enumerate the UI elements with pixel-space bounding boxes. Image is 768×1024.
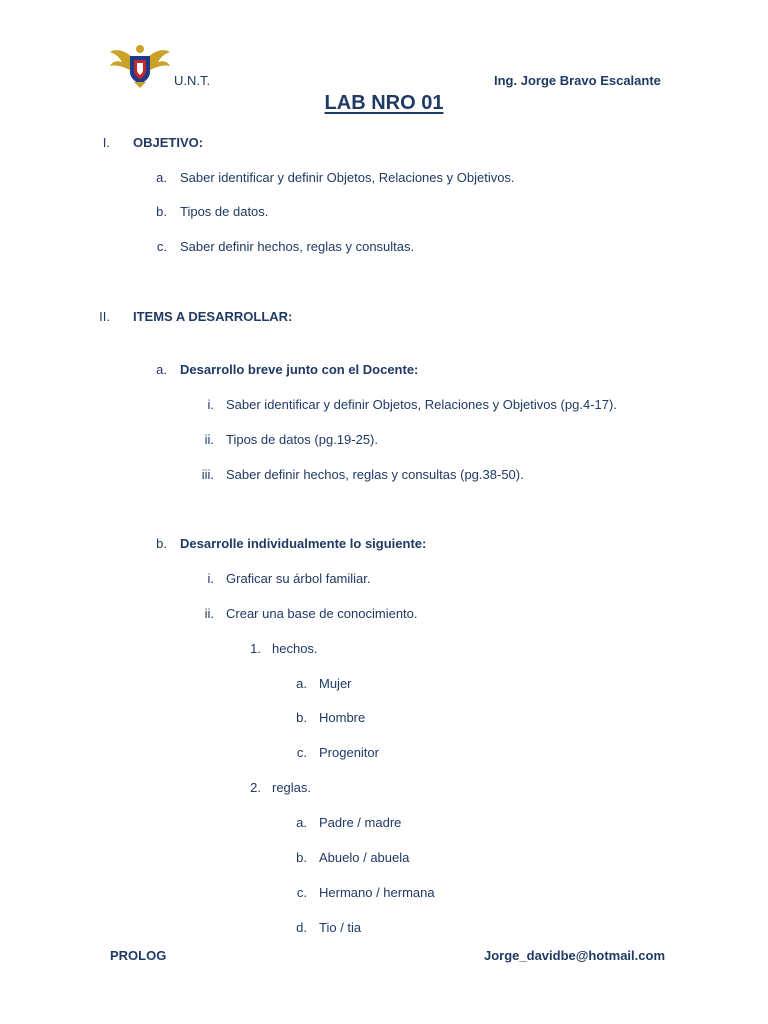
list-item-marker: i.: [207, 397, 214, 412]
author-name: Ing. Jorge Bravo Escalante: [494, 73, 661, 88]
footer-left: PROLOG: [110, 948, 167, 963]
list-item-marker: d.: [296, 920, 307, 935]
section-2-heading: ITEMS A DESARROLLAR:: [133, 309, 293, 324]
list-item: Abuelo / abuela: [319, 850, 410, 865]
kb-heading-hechos: hechos.: [272, 641, 318, 656]
list-item-marker: b.: [296, 850, 307, 865]
list-item: Saber definir hechos, reglas y consultas (pg.38-50).: [226, 467, 524, 482]
university-name: U.N.T.: [174, 73, 211, 88]
list-item-marker: c.: [156, 239, 167, 254]
list-item-marker: a.: [296, 676, 307, 691]
list-item-marker: a.: [156, 170, 167, 185]
list-item: Tio / tia: [319, 920, 362, 935]
part-a-heading: Desarrollo breve junto con el Docente:: [180, 362, 419, 377]
list-item-marker: c.: [296, 885, 307, 900]
section-1-heading: OBJETIVO:: [133, 135, 204, 150]
list-item: Crear una base de conocimiento.: [226, 606, 418, 621]
kb-marker: 1.: [250, 641, 261, 656]
university-logo: [108, 42, 172, 88]
footer-email: Jorge_davidbe@hotmail.com: [484, 948, 665, 963]
kb-marker: 2.: [250, 780, 261, 795]
list-item-marker: ii.: [204, 606, 214, 621]
list-item: Hermano / hermana: [319, 885, 435, 900]
section-2-number: II.: [99, 309, 110, 324]
part-a-marker: a.: [156, 362, 167, 377]
part-b-marker: b.: [156, 536, 167, 551]
list-item: Saber identificar y definir Objetos, Relaciones y Objetivos (pg.4-17).: [226, 397, 617, 412]
list-item: Saber identificar y definir Objetos, Relaciones y Objetivos.: [180, 170, 515, 185]
section-1-number: I.: [102, 135, 110, 150]
list-item-marker: iii.: [201, 467, 214, 482]
part-b-heading: Desarrolle individualmente lo siguiente:: [180, 536, 427, 551]
list-item: Saber definir hechos, reglas y consultas.: [180, 239, 415, 254]
list-item: Graficar su árbol familiar.: [226, 571, 371, 586]
list-item-marker: b.: [296, 710, 307, 725]
list-item: Tipos de datos.: [180, 204, 269, 219]
page-title: LAB NRO 01: [324, 92, 444, 114]
kb-heading-reglas: reglas.: [272, 780, 312, 795]
list-item: Padre / madre: [319, 815, 402, 830]
list-item-marker: a.: [296, 815, 307, 830]
list-item: Hombre: [319, 710, 366, 725]
list-item: Mujer: [319, 676, 352, 691]
list-item-marker: b.: [156, 204, 167, 219]
list-item-marker: ii.: [204, 432, 214, 447]
list-item-marker: i.: [207, 571, 214, 586]
list-item: Tipos de datos (pg.19-25).: [226, 432, 378, 447]
list-item-marker: c.: [296, 745, 307, 760]
list-item: Progenitor: [319, 745, 379, 760]
